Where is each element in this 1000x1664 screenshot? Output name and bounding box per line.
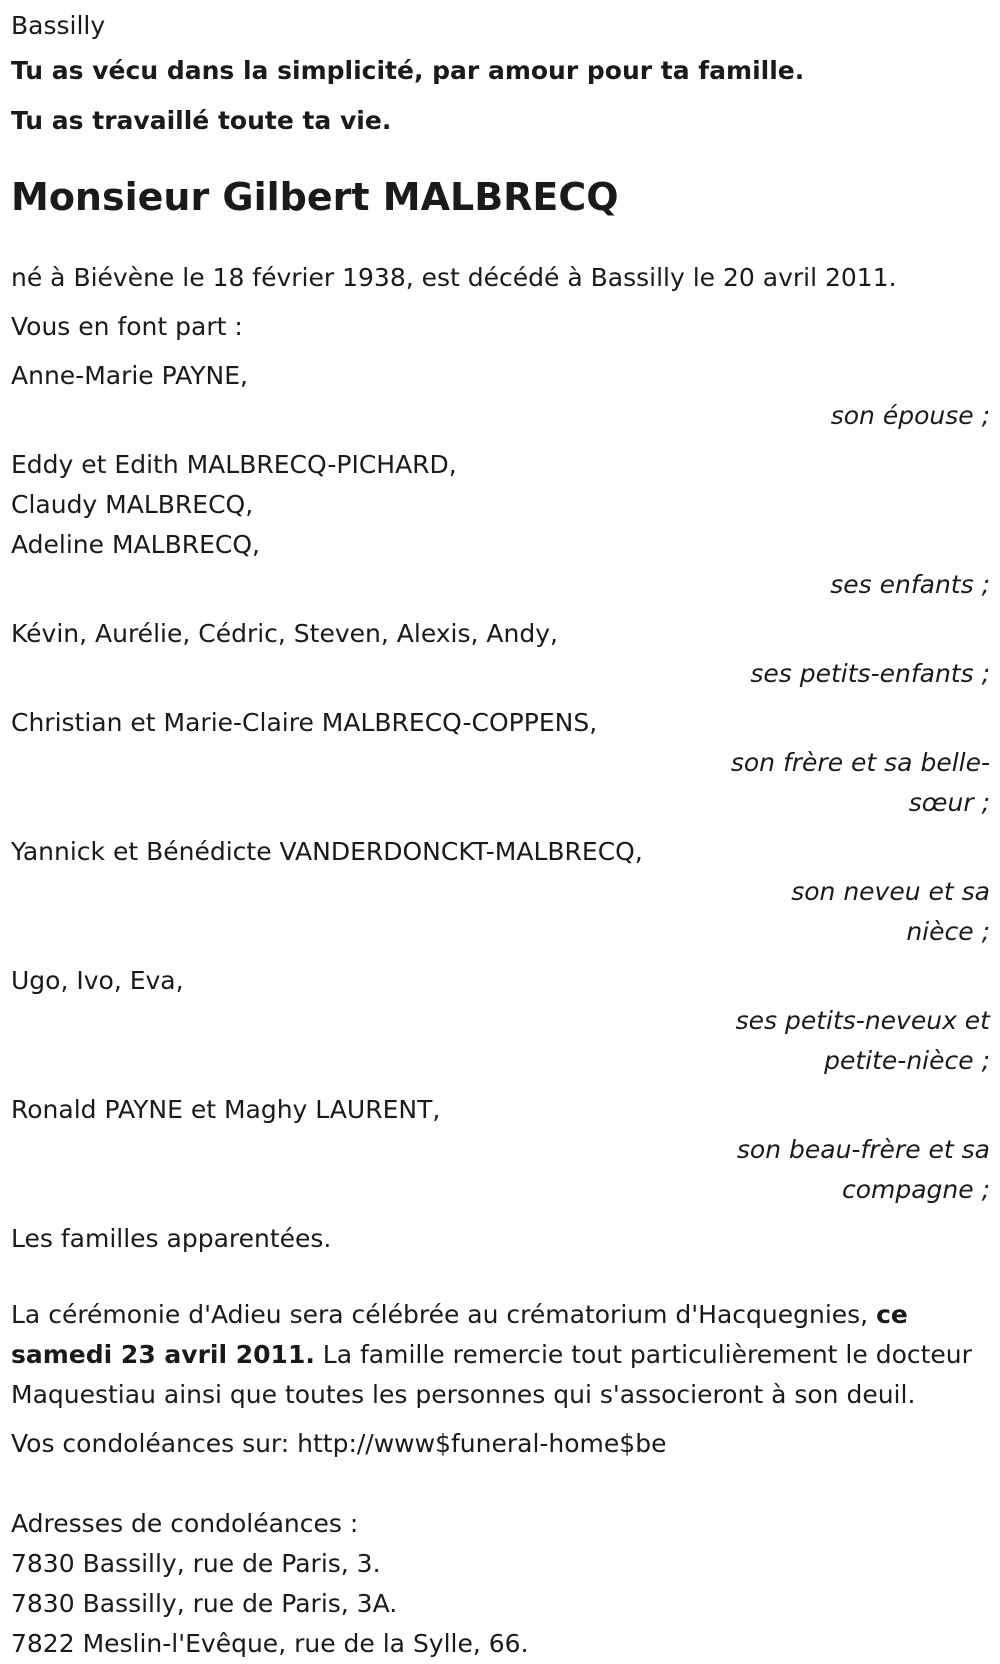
relative-names: Adeline MALBRECQ, [11, 530, 260, 559]
announcement-intro: Vous en font part : [11, 312, 243, 341]
relative-names: Ugo, Ivo, Eva, [11, 966, 184, 995]
related-families: Les familles apparentées. [11, 1224, 332, 1253]
town-name: Bassilly [11, 11, 106, 40]
address-line: 7830 Bassilly, rue de Paris, 3A. [11, 1589, 398, 1618]
relative-group [11, 832, 990, 952]
relative-names: Claudy MALBRECQ, [11, 490, 254, 519]
address-line: 7822 Meslin-l'Evêque, rue de la Sylle, 66. [11, 1629, 529, 1658]
relationship-label: son beau-frère et sa compagne ; [736, 1135, 990, 1204]
condolences-online: Vos condoléances sur: http://www$funeral-home$be [11, 1429, 667, 1458]
relative-names: Kévin, Aurélie, Cédric, Steven, Alexis, Andy, [11, 619, 558, 648]
relationship-label: son neveu et sa nièce ; [791, 877, 990, 946]
ceremony-text-2: La famille remercie tout particulièrement le docteur Maquestiau ainsi que toutes les personnes qui s'associeront à son deuil. [11, 1340, 972, 1409]
obituary-notice [11, 6, 990, 1664]
relative-names: Eddy et Edith MALBRECQ-PICHARD, [11, 450, 457, 479]
relative-group [11, 445, 990, 605]
relationship-label: ses petits-neveux et petite-nièce ; [735, 1006, 990, 1075]
relationship-label: ses petits-enfants ; [750, 659, 990, 688]
relative-group [11, 1090, 990, 1210]
ceremony-paragraph [11, 1295, 990, 1415]
verse-line-1: Tu as vécu dans la simplicité, par amour pour ta famille. [11, 56, 805, 85]
relationship-label: ses enfants ; [830, 570, 990, 599]
ceremony-text-1: La cérémonie d'Adieu sera célébrée au crématorium d'Hacquegnies, [11, 1300, 877, 1329]
relationship-label: son frère et sa belle-sœur ; [730, 748, 990, 817]
relative-names: Yannick et Bénédicte VANDERDONCKT-MALBRECQ, [11, 837, 643, 866]
ceremony-date: ce samedi 23 avril 2011. [11, 1300, 908, 1369]
relative-names: Ronald PAYNE et Maghy LAURENT, [11, 1095, 441, 1124]
verse-line-2: Tu as travaillé toute ta vie. [11, 106, 392, 135]
relative-group [11, 703, 990, 823]
relationship-label: son épouse ; [830, 401, 990, 430]
addresses-title: Adresses de condoléances : [11, 1509, 359, 1538]
relative-names: Christian et Marie-Claire MALBRECQ-COPPENS, [11, 708, 598, 737]
deceased-name: Monsieur Gilbert MALBRECQ [11, 175, 619, 219]
address-line: 7830 Bassilly, rue de Paris, 3. [11, 1549, 381, 1578]
relative-group [11, 356, 990, 436]
relative-group [11, 961, 990, 1081]
relatives-list [11, 356, 990, 1210]
relative-group [11, 614, 990, 694]
relative-names: Anne-Marie PAYNE, [11, 361, 248, 390]
birth-death-announcement: né à Biévène le 18 février 1938, est décédé à Bassilly le 20 avril 2011. [11, 263, 897, 292]
